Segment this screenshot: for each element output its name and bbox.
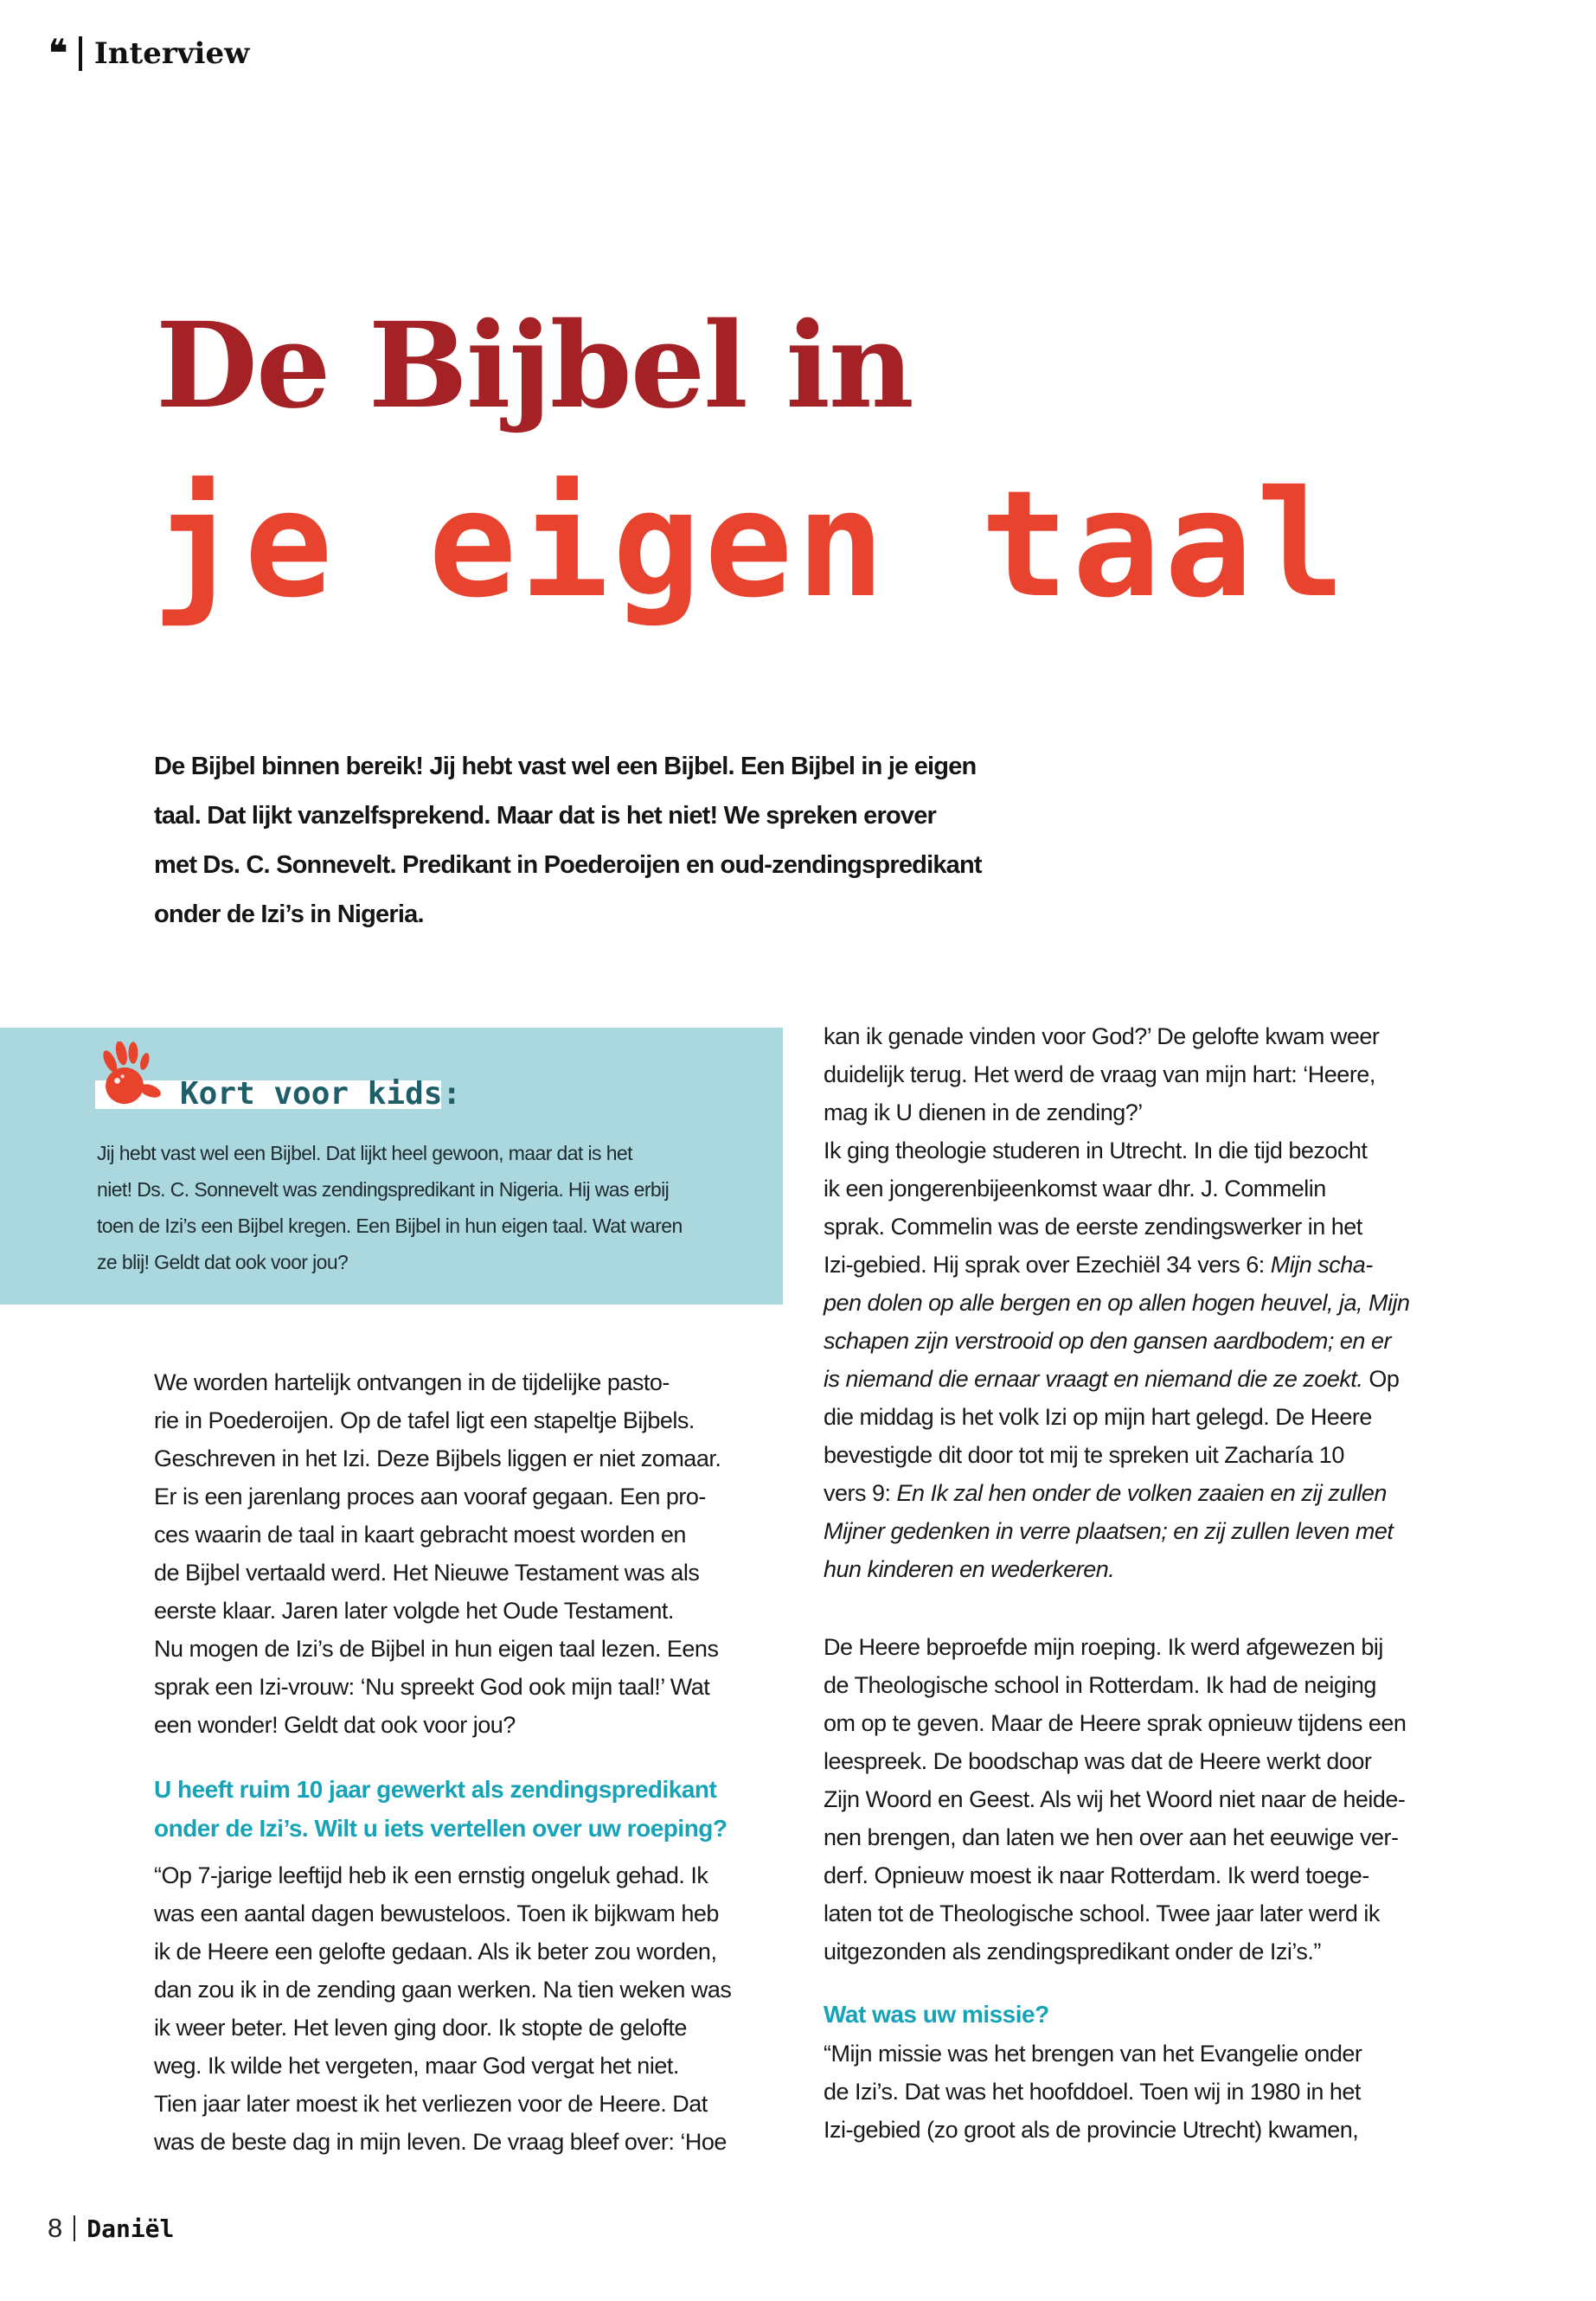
footer-divider xyxy=(74,2215,75,2241)
right-column-paragraph-3: “Mijn missie was het brengen van het Evangelie onder de Izi’s. Dat was het hoofddoel. Toen wij in 1980 in het Izi-gebied (zo groot als de provincie Utrecht) kwamen, xyxy=(824,2041,1362,2143)
section-label: Interview xyxy=(93,36,250,71)
quote-marks-icon: ❛❛ xyxy=(48,30,61,77)
right-column-paragraph-2: De Heere beproefde mijn roeping. Ik werd afgewezen bij de Theologische school in Rotterdam. Ik had de neiging om op te geven. Maar de Heere sprak opnieuw tijdens een leespreek. De boodschap was dat de Heere werkt door Zijn Woord en Geest. Als wij het Woord niet naar de heide- nen brengen, dan laten we hen over aan het eeuwige ver- derf. Opnieuw moest ik naar Rotterdam. Ik werd toege- laten tot de Theologische school. Twee jaar later werd ik uitgezonden als zendingspredikant onder de Izi’s.” xyxy=(824,1634,1407,1965)
page-number: 8 xyxy=(48,2213,63,2243)
kids-box xyxy=(0,1028,783,1304)
section-header xyxy=(48,30,250,77)
left-column-paragraph-1: We worden hartelijk ontvangen in de tijdelijke pasto- rie in Poederoijen. Op de tafel ligt een stapeltje Bijbels. Geschreven in het Izi. Deze Bijbels liggen er niet zomaar. Er is een jarenlang proces aan vooraf gegaan. Een pro- ces waarin de taal in kaart gebracht moest worden en de Bijbel vertaald werd. Het Nieuwe Testament was als eerste klaar. Jaren later volgde het Oude Testament. Nu mogen de Izi’s de Bijbel in hun eigen taal lezen. Eens sprak een Izi-vrouw: ‘Nu spreekt God ook mijn taal!’ Wat een wonder! Geldt dat ook voor jou? xyxy=(154,1369,721,1738)
kids-box-title: Kort voor kids: xyxy=(180,1076,462,1112)
header-divider xyxy=(79,36,82,71)
left-column-paragraph-2: “Op 7-jarige leeftijd heb ik een ernstig ongeluk gehad. Ik was een aantal dagen bewusteloos. Toen ik bijkwam heb ik de Heere een gelofte gedaan. Als ik beter zou worden, dan zou ik in de zending gaan werken. Na tien weken was ik weer beter. Het leven ging door. Ik stopte de gelofte weg. Ik wilde het vergeten, maar God vergat het niet. Tien jaar later moest ik het verliezen voor de Heere. Dat was de beste dag in mijn leven. De vraag bleef over: ‘Hoe xyxy=(154,1862,732,2155)
kids-box-text: Jij hebt vast wel een Bijbel. Dat lijkt heel gewoon, maar dat is het niet! Ds. C. Sonnevelt was zendingspredikant in Nigeria. Hij was erbij toen de Izi’s een Bijbel kregen. Een Bijbel in hun eigen taal. Wat waren ze blij! Geldt dat ook voor jou? xyxy=(97,1142,683,1273)
intro-paragraph: De Bijbel binnen bereik! Jij hebt vast wel een Bijbel. Een Bijbel in je eigen taal. Dat lijkt vanzelfsprekend. Maar dat is het niet! We spreken erover met Ds. C. Sonnevelt. Predikant in Poederoijen en oud-zendingspredikant onder de Izi’s in Nigeria. xyxy=(154,753,982,928)
handprint-icon xyxy=(90,1042,164,1111)
magazine-name: Daniël xyxy=(87,2214,175,2243)
article-title-line2: je eigen taal xyxy=(152,459,1349,631)
interview-question-2: Wat was uw missie? xyxy=(824,2001,1049,2028)
page-footer xyxy=(48,2213,174,2244)
article-title-line1: De Bijbel in xyxy=(156,297,913,435)
right-column-paragraph-1: kan ik genade vinden voor God?’ De gelofte kwam weer duidelijk terug. Het werd de vraag van mijn hart: ‘Heere, mag ik U dienen in de zending?’ Ik ging theologie studeren in Utrecht. In die tijd bezocht ik een jongerenbijeenkomst waar dhr. J. Commelin sprak. Commelin was de eerste zendingswerker in het Izi-gebied. Hij sprak over Ezechiël 34 vers 6: Mijn scha- pen dolen op alle bergen en op allen hogen heuvel, ja, Mijn schapen zijn verstrooid op den gansen aardbodem; en er is niemand die ernaar vraagt en niemand die ze zoekt. Op die middag is het volk Izi op mijn hart gelegd. De Heere bevestigde dit door tot mij te spreken uit Zacharía 10 vers 9: En Ik zal hen onder de volken zaaien en zij zullen Mijner gedenken in verre plaatsen; en zij zullen leven met hun kinderen en wederkeren. xyxy=(824,1023,1410,1582)
interview-question-1: U heeft ruim 10 jaar gewerkt als zendingspredikant onder de Izi’s. Wilt u iets vertellen over uw roeping? xyxy=(154,1776,727,1842)
